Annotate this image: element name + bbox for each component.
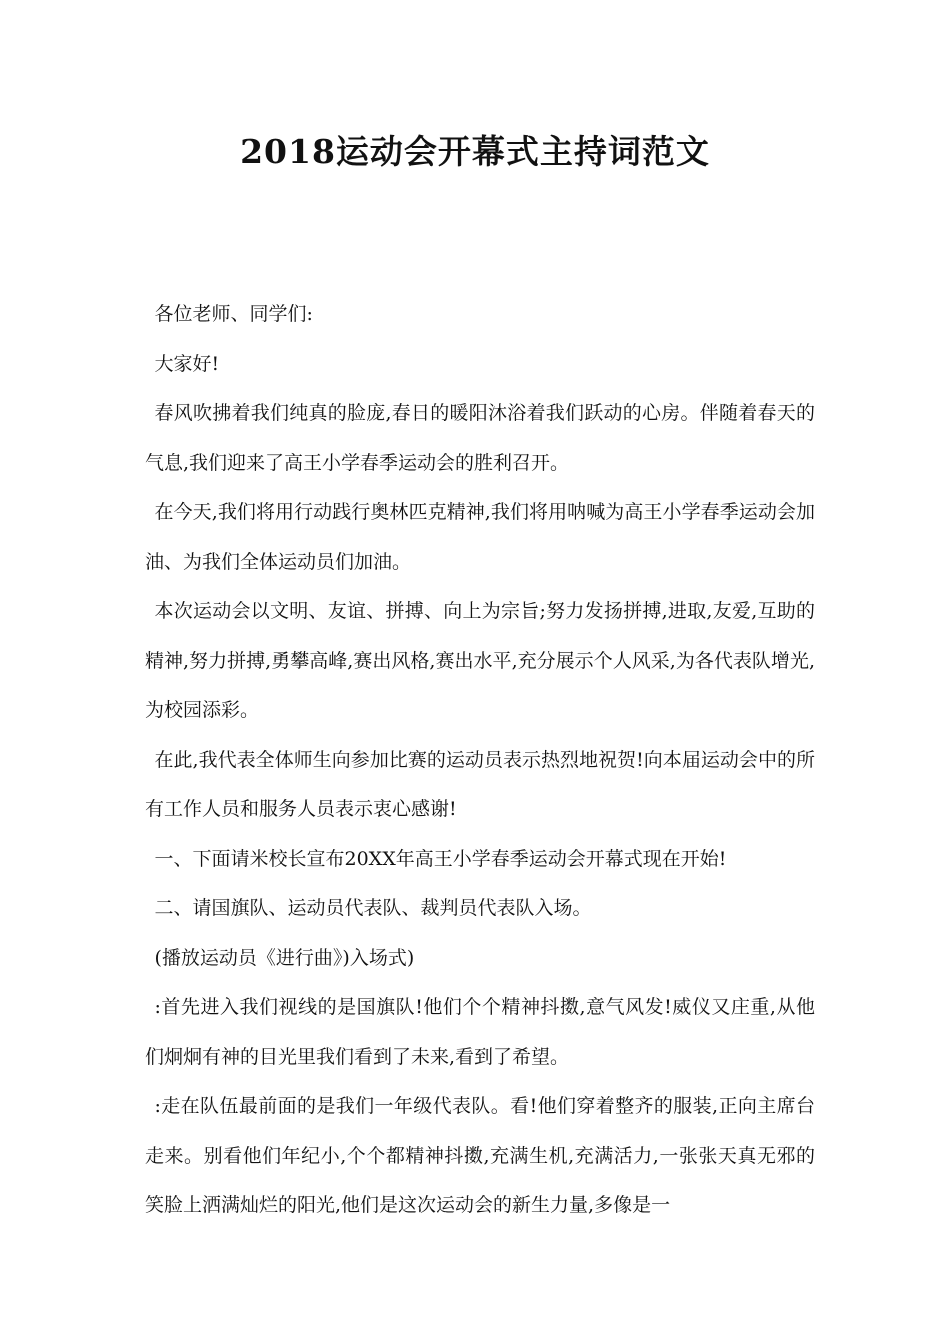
paragraph-today: 在今天,我们将用行动践行奥林匹克精神,我们将用呐喊为高王小学春季运动会加油、为我们全体运动员们加油。 — [145, 501, 815, 573]
document-title: 2018运动会开幕式主持词范文 — [240, 132, 710, 171]
paragraph-hello: 大家好! — [154, 352, 220, 375]
paragraph-grade-one-team: :走在队伍最前面的是我们一年级代表队。看!他们穿着整齐的服装,正向主席台走来。别看他们年纪小,个个都精神抖擞,充满生机,充满活力,一张张天真无邪的笑脸上洒满灿烂的阳光,他们是这次运动会的新生力量,多像是一 — [145, 1095, 815, 1216]
paragraph-congratulations: 在此,我代表全体师生向参加比赛的运动员表示热烈地祝贺!向本届运动会中的所有工作人员和服务人员表示衷心感谢! — [145, 748, 815, 820]
paragraph-item-two: 二、请国旗队、运动员代表队、裁判员代表队入场。 — [154, 897, 592, 919]
paragraph-purpose: 本次运动会以文明、友谊、拼搏、向上为宗旨;努力发扬拼搏,进取,友爱,互助的精神,努力拼搏,勇攀高峰,赛出风格,赛出水平,充分展示个人风采,为各代表队增光,为校园添彩。 — [145, 600, 815, 721]
paragraph-flag-team: :首先进入我们视线的是国旗队!他们个个精神抖擞,意气风发!威仪又庄重,从他们炯炯有神的目光里我们看到了未来,看到了希望。 — [145, 996, 815, 1068]
paragraph-item-one: 一、下面请米校长宣布20XX年高王小学春季运动会开幕式现在开始! — [154, 847, 727, 870]
paragraph-spring: 春风吹拂着我们纯真的脸庞,春日的暖阳沐浴着我们跃动的心房。伴随着春天的气息,我们迎来了高王小学春季运动会的胜利召开。 — [145, 402, 815, 474]
paragraph-music-note: (播放运动员《进行曲》)入场式) — [154, 946, 415, 969]
document-body — [145, 290, 815, 1231]
paragraph-greeting: 各位老师、同学们: — [154, 303, 313, 325]
